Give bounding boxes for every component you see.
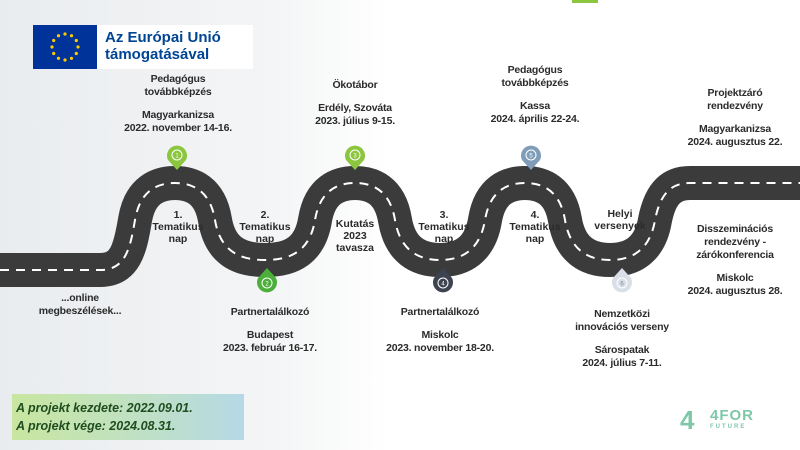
milestone-dissemination-title-line1: Disszeminációs	[697, 223, 773, 235]
pin-number-6: 6	[620, 281, 624, 288]
milestone-4-title: Partnertalálkozó	[400, 306, 480, 318]
eu-logo-line2: támogatásával	[105, 46, 210, 63]
milestone-3-place: Erdély, Szováta	[318, 102, 392, 114]
milestone-4-place: Miskolc	[421, 329, 459, 341]
road-label-4-line1: 4.	[530, 209, 540, 221]
road-label-4-line2: Tematikus	[509, 221, 561, 233]
road-label-4-line3: nap	[525, 233, 545, 245]
logo-word: 4FOR	[710, 407, 755, 424]
milestone-3-date: 2023. július 9-15.	[315, 115, 395, 127]
milestone-2-label	[200, 306, 340, 355]
milestone-dissemination-date: 2024. augusztus 28.	[687, 285, 783, 297]
milestone-1-title-line2: továbbképzés	[144, 86, 212, 98]
pin-number-5: 5	[529, 153, 533, 160]
logo-digit: 4	[680, 405, 695, 435]
milestone-closing-date: 2024. augusztus 22.	[687, 136, 783, 148]
road-label-1	[148, 209, 208, 245]
road-label-local-line1: Helyi	[607, 208, 633, 220]
eu-logo-line1: Az Európai Unió	[105, 29, 221, 46]
road-label-research-line1: Kutatás	[335, 218, 375, 230]
milestone-5-label	[465, 64, 605, 126]
milestone-dissemination-label	[670, 223, 800, 298]
milestone-6-label	[552, 308, 692, 370]
milestone-closing-place: Magyarkanizsa	[698, 123, 772, 135]
road-label-3	[414, 209, 474, 245]
road-label-local-competitions	[585, 208, 655, 232]
road-label-1-line1: 1.	[173, 209, 183, 221]
milestone-5-title-line2: továbbképzés	[501, 77, 569, 89]
milestone-4-label	[370, 306, 510, 355]
milestone-closing-title-line1: Projektzáró	[707, 87, 763, 99]
milestone-3-title-line1: Ökotábor	[332, 79, 378, 91]
pin-number-2: 2	[265, 281, 269, 288]
milestone-6-title-line2: innovációs verseny	[575, 321, 669, 333]
milestone-closing-title-line2: rendezvény	[707, 100, 763, 112]
milestone-1-date: 2022. november 14-16.	[124, 122, 232, 134]
map-pin-icon-1	[164, 145, 190, 171]
map-pin-icon-5	[518, 145, 544, 171]
milestone-closing-label	[670, 87, 800, 149]
milestone-dissemination-place: Miskolc	[716, 272, 754, 284]
map-pin-icon-2	[254, 267, 280, 293]
road-label-3-line3: nap	[434, 233, 454, 245]
road-label-4	[505, 209, 565, 245]
road-label-1-line2: Tematikus	[152, 221, 204, 233]
road-label-2-line3: nap	[255, 233, 275, 245]
map-pin-icon-4	[430, 267, 456, 293]
road-label-2-line2: Tematikus	[239, 221, 291, 233]
milestone-1-place: Magyarkanizsa	[141, 109, 215, 121]
online-meetings-label	[15, 292, 145, 318]
project-dates-box	[12, 394, 244, 440]
pin-number-4: 4	[441, 281, 445, 288]
milestone-dissemination-title-line2: rendezvény -	[704, 236, 766, 248]
milestone-2-title: Partnertalálkozó	[230, 306, 310, 318]
milestone-6-place: Sárospatak	[594, 344, 650, 356]
road-label-research-line3: tavasza	[336, 242, 374, 254]
online-meetings-line1: ...online	[61, 292, 99, 304]
milestone-4-date: 2023. november 18-20.	[386, 342, 494, 354]
milestone-6-title-line1: Nemzetközi	[594, 308, 650, 320]
milestone-dissemination-title-line3: zárókonferencia	[696, 249, 774, 261]
road-label-research-line2: 2023	[343, 230, 367, 242]
project-end-date: A projekt vége: 2024.08.31.	[16, 419, 176, 433]
road-label-research	[325, 218, 385, 254]
road-label-3-line1: 3.	[439, 209, 449, 221]
milestone-2-date: 2023. február 16-17.	[222, 342, 318, 354]
milestone-5-place: Kassa	[520, 100, 550, 112]
milestone-1-label	[108, 73, 248, 135]
road-label-2	[235, 209, 295, 245]
map-pin-icon-6	[609, 267, 635, 293]
milestone-5-title-line1: Pedagógus	[507, 64, 563, 76]
milestone-5-date: 2024. április 22-24.	[490, 113, 580, 125]
road-label-local-line2: versenyek	[594, 220, 646, 232]
milestone-1-title-line1: Pedagógus	[150, 73, 206, 85]
online-meetings-line2: megbeszélések...	[38, 305, 122, 317]
milestone-6-date: 2024. július 7-11.	[582, 357, 662, 369]
map-pin-icon-3	[342, 145, 368, 171]
logo-subtitle: FUTURE	[710, 424, 747, 430]
milestone-3-label	[290, 79, 420, 128]
pin-number-1: 1	[175, 153, 179, 160]
4for-future-logo	[680, 406, 760, 436]
road-label-2-line1: 2.	[260, 209, 270, 221]
pin-number-3: 3	[353, 153, 357, 160]
project-start-date: A projekt kezdete: 2022.09.01.	[16, 401, 193, 415]
road-label-3-line2: Tematikus	[418, 221, 470, 233]
road-label-1-line3: nap	[168, 233, 188, 245]
milestone-2-place: Budapest	[246, 329, 294, 341]
